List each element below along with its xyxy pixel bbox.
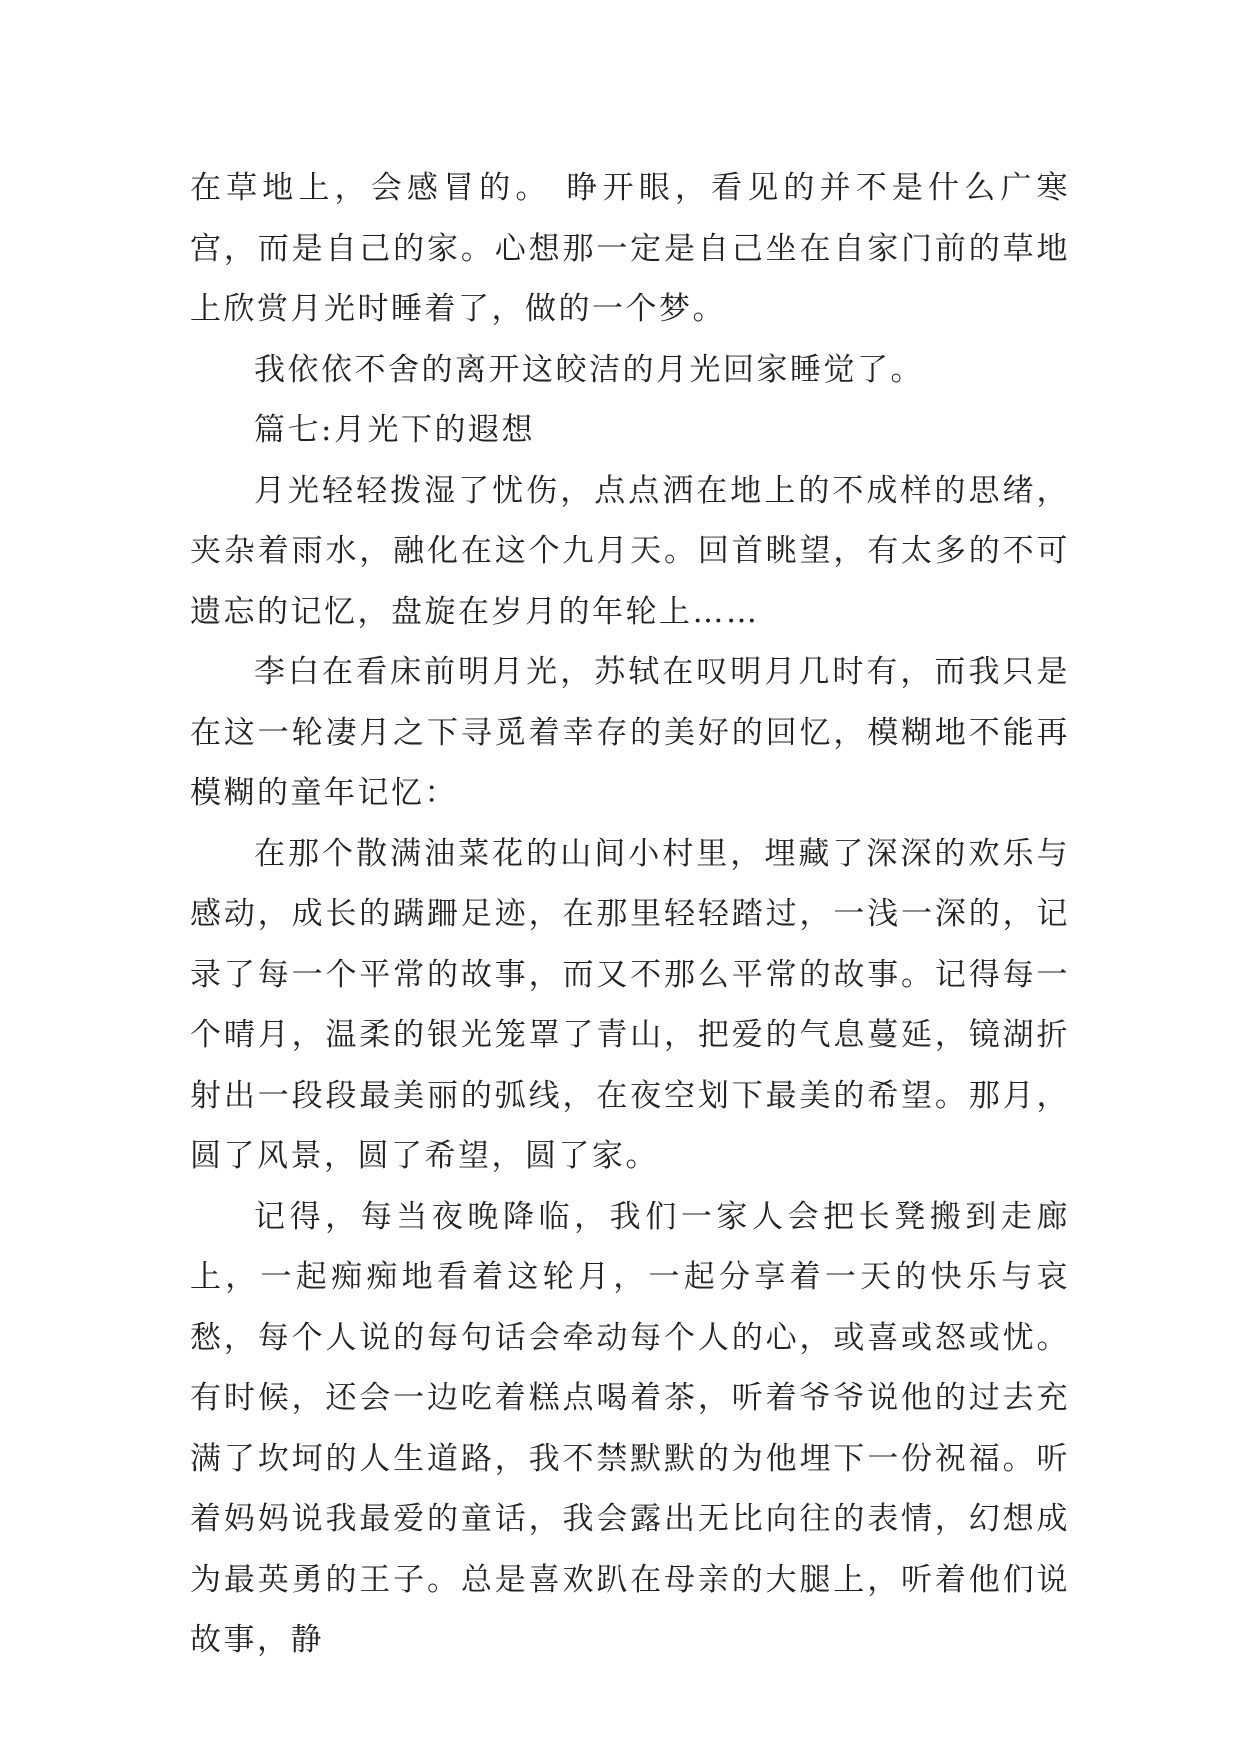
paragraph: 李白在看床前明月光，苏轼在叹明月几时有，而我只是在这一轮凄月之下寻觅着幸存的美好的回忆，模糊地不能再模糊的童年记忆：: [190, 654, 1070, 811]
paragraph: 月光轻轻拨湿了忧伤，点点洒在地上的不成样的思绪，夹杂着雨水，融化在这个九月天。回首眺望，有太多的不可遗忘的记忆，盘旋在岁月的年轮上……: [190, 472, 1070, 630]
paragraph: 在那个散满油菜花的山间小村里，埋藏了深深的欢乐与感动，成长的蹒跚足迹，在那里轻轻踏过，一浅一深的，记录了每一个平常的故事，而又不那么平常的故事。记得每一个晴月，温柔的银光笼罩了青山，把爱的气息蔓延，镜湖折射出一段段最美丽的弧线，在夜空划下最美的希望。那月，圆了风景，圆了希望，圆了家。: [190, 835, 1070, 1174]
document-body: [190, 158, 1070, 1671]
paragraph: 在草地上，会感冒的。 睁开眼，看见的并不是什么广寒宫，而是自己的家。心想那一定是自己坐在自家门前的草地上欣赏月光时睡着了，做的一个梦。: [190, 170, 1070, 327]
paragraph: 记得，每当夜晚降临，我们一家人会把长凳搬到走廊上，一起痴痴地看着这轮月，一起分享着一天的快乐与哀愁，每个人说的每句话会牵动每个人的心，或喜或怒或忧。有时候，还会一边吃着糕点喝着茶，听着爷爷说他的过去充满了坎坷的人生道路，我不禁默默的为他埋下一份祝福。听着妈妈说我最爱的童话，我会露出无比向往的表情，幻想成为最英勇的王子。总是喜欢趴在母亲的大腿上，听着他们说故事，静: [190, 1198, 1070, 1658]
section-heading: 篇七:月光下的遐想: [254, 412, 535, 448]
paragraph: 我依依不舍的离开这皎洁的月光回家睡觉了。: [254, 351, 924, 388]
